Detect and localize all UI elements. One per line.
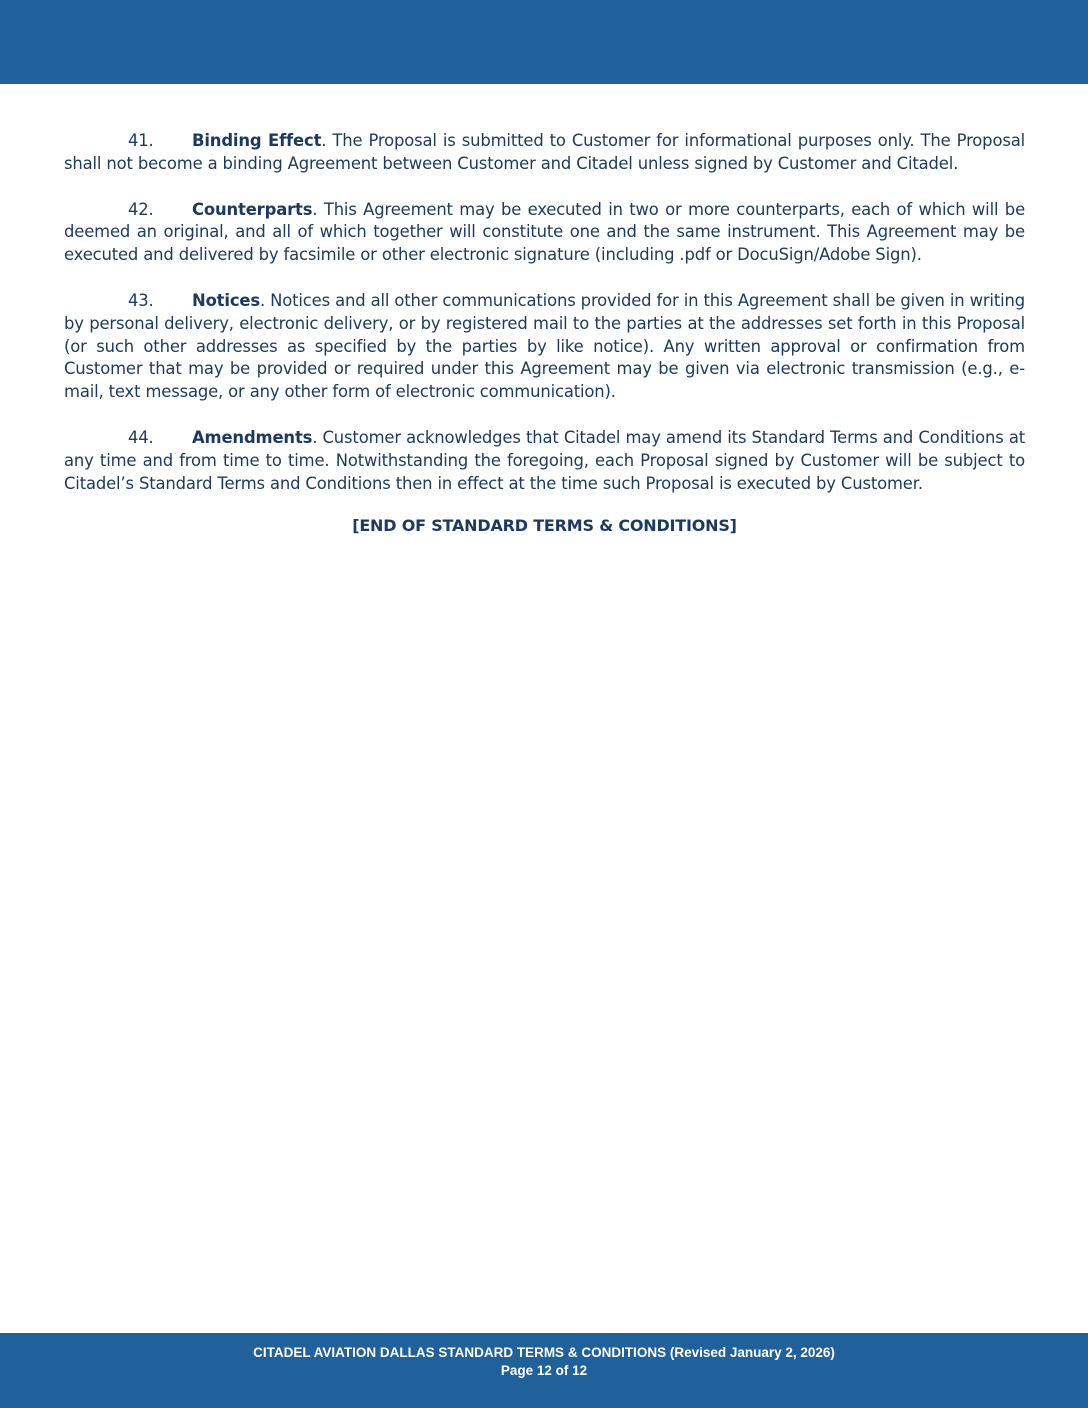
section-text: . Notices and all other communications provided for in this Agreement shall be given in writing by personal delivery, electronic delivery, or by registered mail to the parties at the addresses set forth in this Proposal (or such other addresses as specified by the parties by like notice). Any written approval or confirmation from Customer that may be provided or required under this Agreement may be given via electronic transmission (e.g., e-mail, text message, or any other form of electronic communication).	[64, 290, 1025, 402]
section-44	[64, 427, 1025, 495]
section-text: . The Proposal is submitted to Customer for informational purposes only. The Proposal shall not become a binding Agreement between Customer and Citadel unless signed by Customer and Citadel.	[64, 131, 1026, 173]
section-text: . This Agreement may be executed in two or more counterparts, each of which will be deemed an original, and all of which together will constitute one and the same instrument. This Agreement may be executed and delivered by facsimile or other electronic signature (including .pdf or DocuSign/Adobe Sign).	[64, 199, 1025, 265]
header-band	[0, 0, 1088, 84]
section-title: Binding Effect	[192, 131, 322, 150]
document-body	[64, 130, 1025, 535]
section-43	[64, 290, 1025, 404]
page-number: Page 12 of 12	[500, 1363, 588, 1378]
section-title: Notices	[192, 290, 260, 310]
section-text: . Customer acknowledges that Citadel may amend its Standard Terms and Conditions at any time and from time to time. Notwithstanding the foregoing, each Proposal signed by Customer will be subject to Citadel’s Standard Terms and Conditions then in effect at the time such Proposal is executed by Customer.	[64, 427, 1025, 493]
section-number: 42.	[128, 199, 154, 219]
section-41	[64, 130, 1025, 176]
section-number: 44.	[128, 427, 154, 447]
footer-band	[0, 1333, 1088, 1408]
footer-title: CITADEL AVIATION DALLAS STANDARD TERMS & CONDITIONS (Revised January 2, 2026)	[253, 1345, 835, 1360]
section-title: Counterparts	[192, 199, 313, 219]
section-title: Amendments	[192, 427, 313, 447]
section-number: 43.	[128, 290, 154, 310]
end-of-terms-marker: [END OF STANDARD TERMS & CONDITIONS]	[352, 516, 737, 536]
section-42	[64, 199, 1025, 267]
section-number: 41.	[128, 131, 154, 150]
